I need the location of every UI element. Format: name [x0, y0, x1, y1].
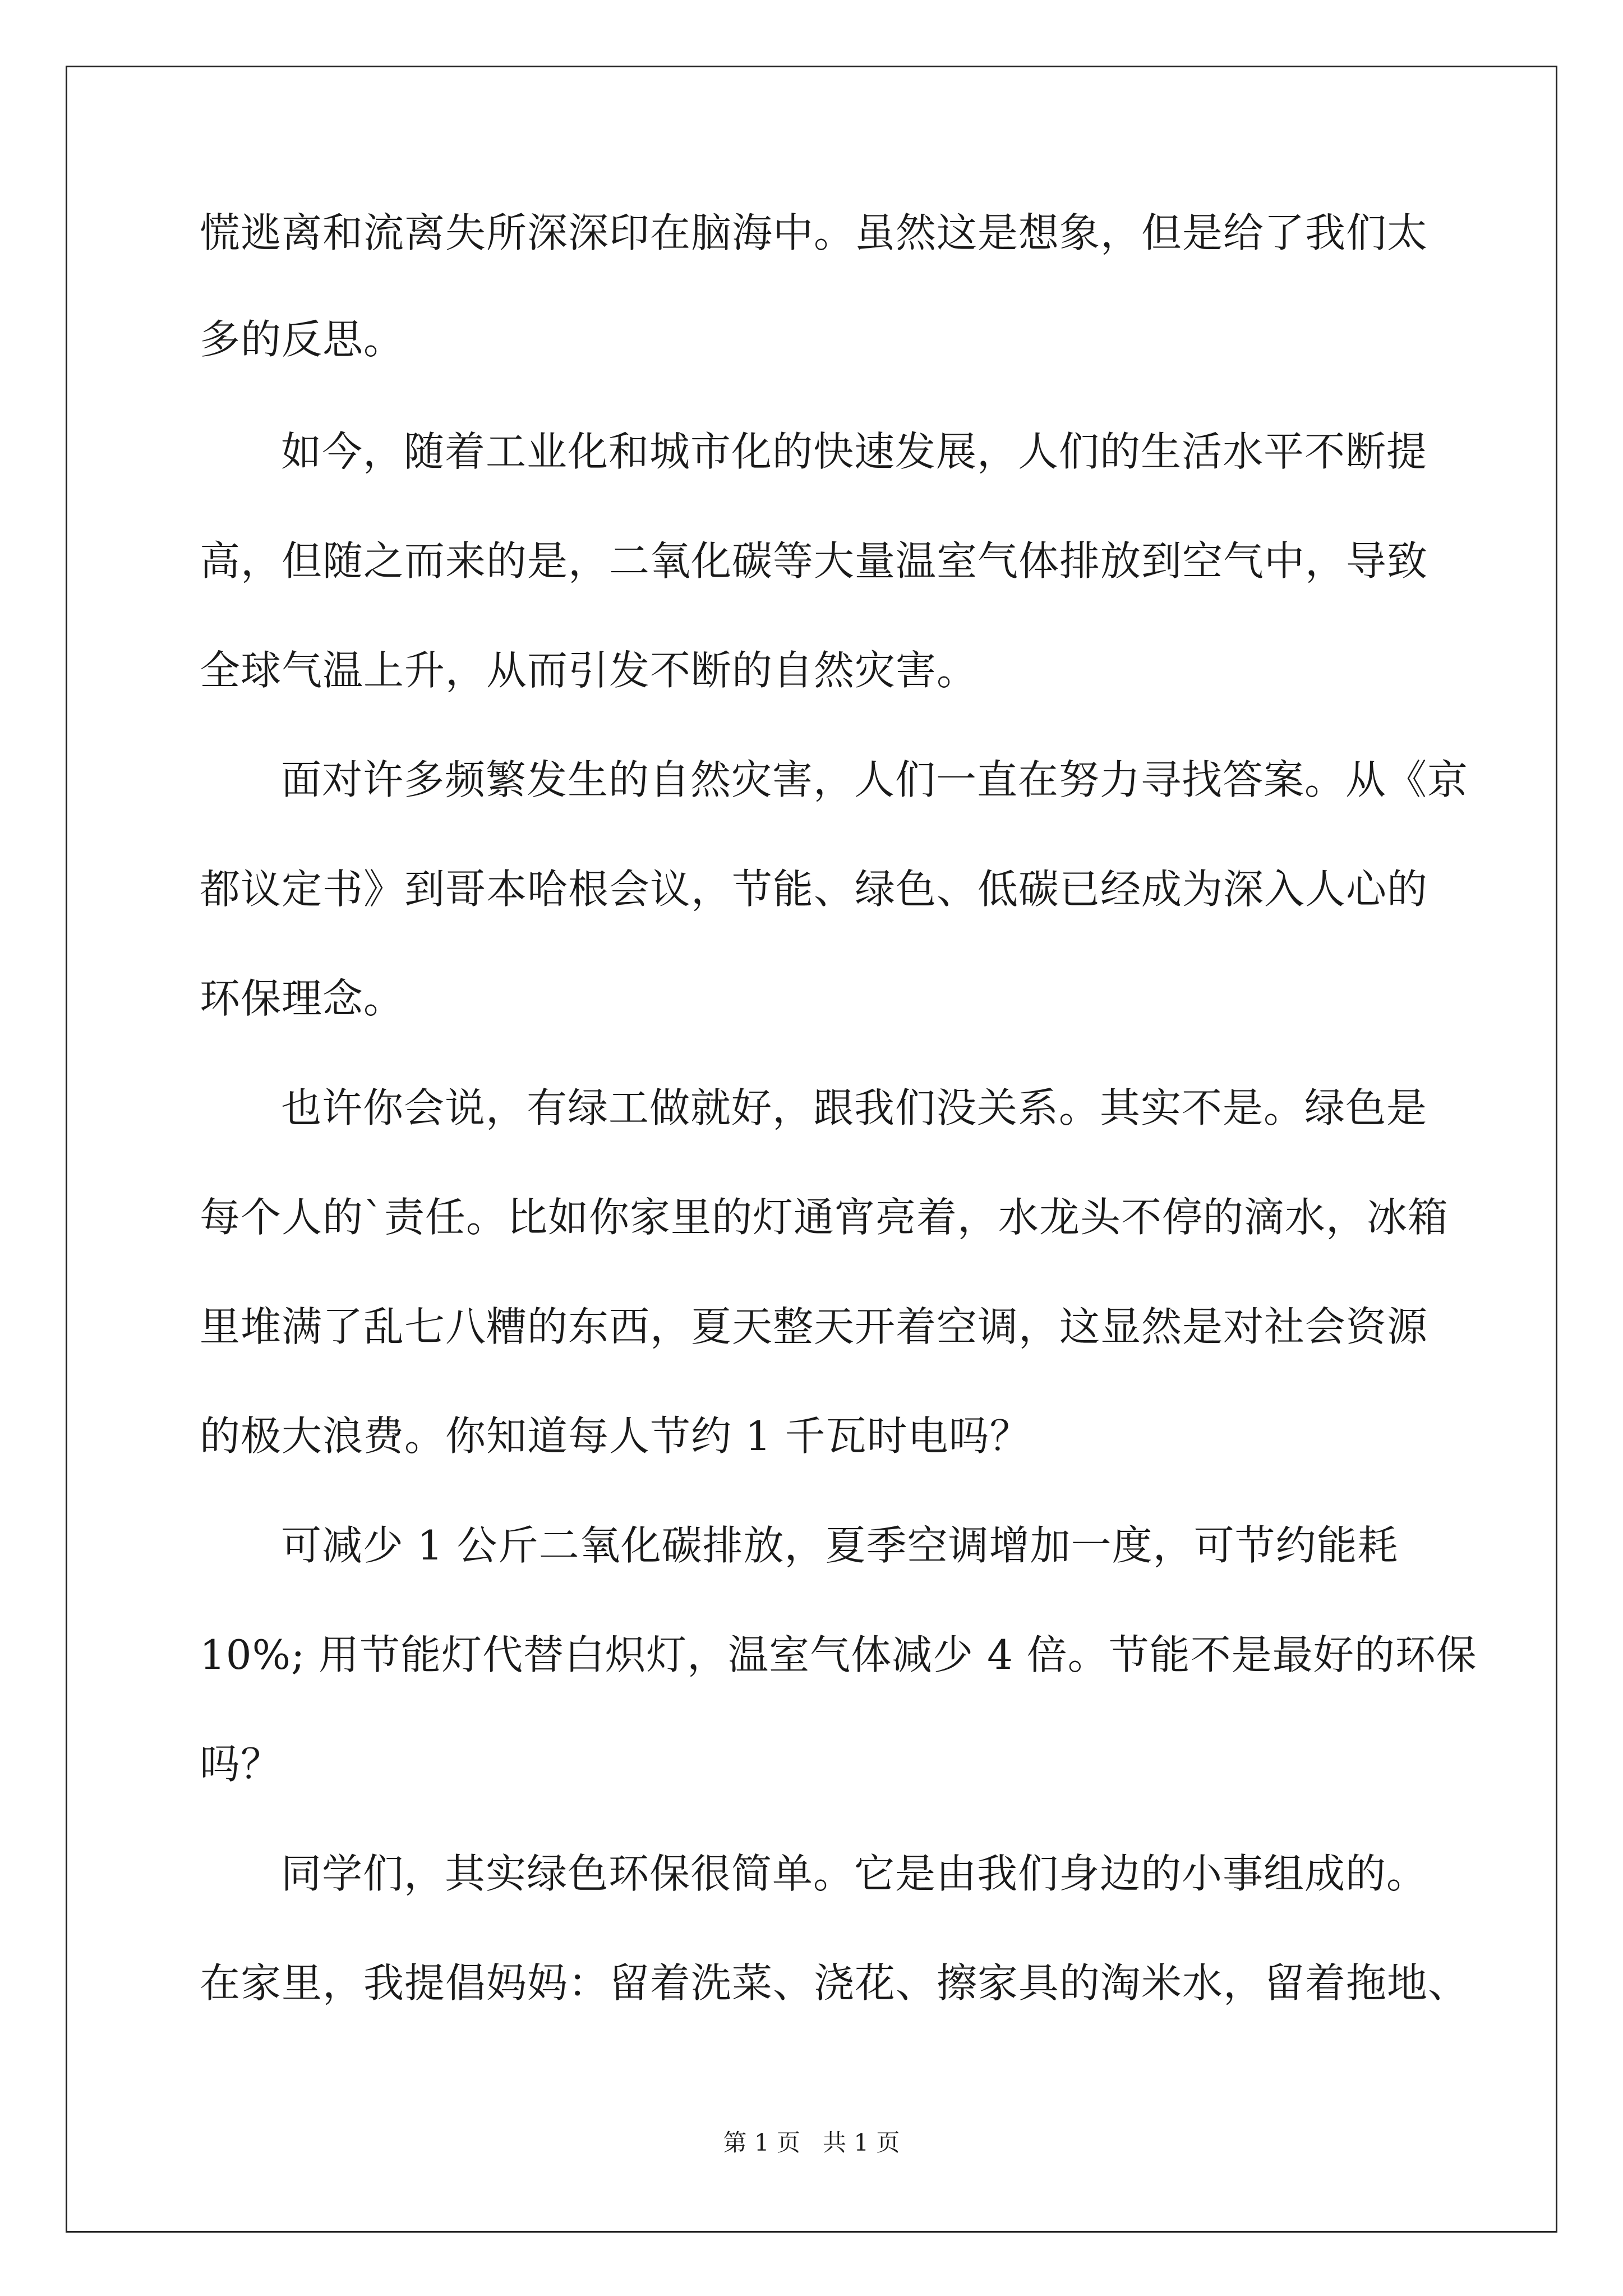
page-border: [66, 66, 1557, 2233]
text-line: 全球气温上升，从而引发不断的自然灾害。: [200, 647, 978, 694]
text-line: 都议定书》到哥本哈根会议，节能、绿色、低碳已经成为深入人心的: [200, 866, 1428, 913]
text-line: 高，但随之而来的是，二氧化碳等大量温室气体排放到空气中，导致: [200, 537, 1428, 585]
paragraph-start-line: 同学们，其实绿色环保很简单。它是由我们身边的小事组成的。: [281, 1850, 1428, 1897]
text-line: 多的反思。: [200, 316, 405, 363]
text-line: 10%; 用节能灯代替白炽灯，温室气体减少 4 倍。节能不是最好的环保: [200, 1631, 1477, 1678]
text-line: 里堆满了乱七八糟的东西，夏天整天开着空调，这显然是对社会资源: [200, 1303, 1428, 1350]
text-line: 在家里，我提倡妈妈：留着洗菜、浇花、擦家具的淘米水，留着拖地、: [200, 1959, 1469, 2007]
page-number-footer: 第 1 页 共 1 页: [723, 2129, 900, 2156]
paragraph-start-line: 如今，随着工业化和城市化的快速发展，人们的生活水平不断提: [281, 428, 1428, 475]
paragraph-start-line: 也许你会说，有绿工做就好，跟我们没关系。其实不是。绿色是: [281, 1084, 1428, 1131]
paragraph-start-line: 面对许多频繁发生的自然灾害，人们一直在努力寻找答案。从《京: [281, 756, 1469, 803]
text-line: 环保理念。: [200, 975, 405, 1022]
text-line: 的极大浪费。你知道每人节约 1 千瓦时电吗？: [200, 1412, 1031, 1460]
paragraph-start-line: 可减少 1 公斤二氧化碳排放，夏季空调增加一度，可节约能耗: [281, 1522, 1399, 1569]
text-line: 慌逃离和流离失所深深印在脑海中。虽然这是想象，但是给了我们太: [200, 209, 1428, 256]
text-line: 每个人的`责任。比如你家里的灯通宵亮着，水龙头不停的滴水，冰箱: [200, 1194, 1449, 1241]
text-line: 吗？: [200, 1741, 282, 1788]
